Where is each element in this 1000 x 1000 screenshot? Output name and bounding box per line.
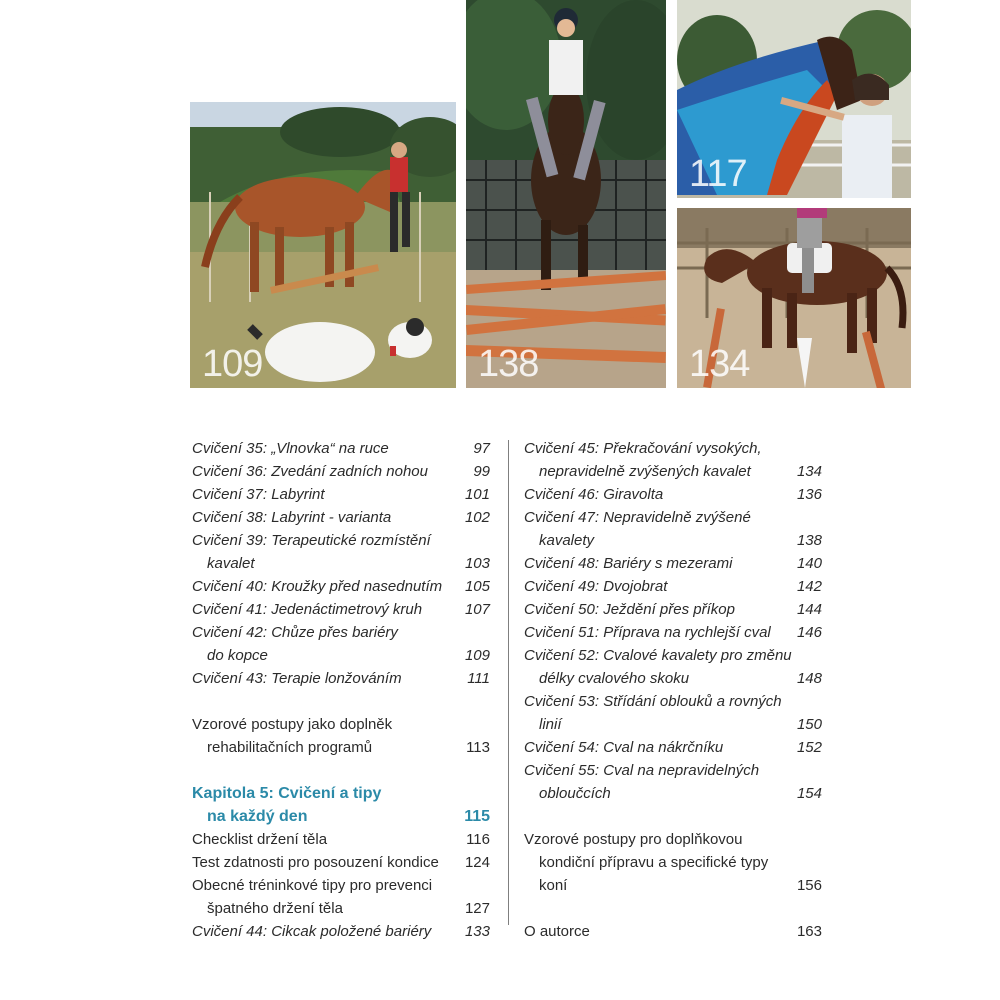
toc-entry-label: linií <box>539 716 562 733</box>
photo-rider-jump <box>466 0 666 388</box>
toc-entry[interactable] <box>524 736 822 759</box>
toc-entry-page: 133 <box>464 923 490 940</box>
toc-entry-label: kavalety <box>539 532 595 549</box>
toc-entry-label: Cvičení 44: Cikcak položené bariéry <box>192 923 432 940</box>
toc-entry-label: Cvičení 38: Labyrint - varianta <box>192 509 392 526</box>
toc-entry-label: kavalet <box>207 555 255 572</box>
toc-entry-page: 156 <box>796 877 822 894</box>
toc-entry-page: 163 <box>796 923 822 940</box>
toc-entry-label: Cvičení 53: Střídání oblouků a rovných <box>524 693 782 710</box>
toc-entry-page: 138 <box>796 532 822 549</box>
spacer <box>524 805 822 828</box>
toc-entry-page: 152 <box>796 739 822 756</box>
toc-entry[interactable] <box>524 552 822 575</box>
toc-entry-label: špatného držení těla <box>207 900 343 917</box>
toc-entry-page: 127 <box>464 900 490 917</box>
toc-entry-page: 105 <box>464 578 490 595</box>
toc-entry[interactable] <box>192 667 490 690</box>
toc-entry-label: délky cvalového skoku <box>539 670 690 687</box>
toc-entry[interactable] <box>192 920 490 943</box>
chapter-title: Kapitola 5: Cvičení a tipy <box>192 785 382 802</box>
toc-entry-page: 136 <box>796 486 822 503</box>
toc-entry-label: Cvičení 36: Zvedání zadních nohou <box>192 463 428 480</box>
spacer <box>192 690 490 713</box>
toc-entry-label: Cvičení 41: Jedenáctimetrový kruh <box>192 601 423 618</box>
toc-entry-page: 101 <box>464 486 490 503</box>
toc-entry-page: 97 <box>473 440 490 457</box>
toc-entry-label: Cvičení 37: Labyrint <box>192 486 325 503</box>
toc-entry[interactable] <box>192 506 490 529</box>
toc-entry-label: Cvičení 43: Terapie lonžováním <box>192 670 402 687</box>
toc-entry-page: 148 <box>796 670 822 687</box>
spacer <box>524 897 822 920</box>
photo-horse-dog-vineyard <box>190 102 456 388</box>
toc-entry-page: 107 <box>464 601 490 618</box>
toc-entry[interactable] <box>192 598 490 621</box>
toc-entry[interactable] <box>192 437 490 460</box>
photo-page-number: 117 <box>689 153 747 195</box>
toc-entry-continuation[interactable] <box>192 736 490 759</box>
toc-entry-page: 113 <box>466 739 490 756</box>
photo-rider-bay-horse <box>677 208 911 388</box>
toc-entry-page: 109 <box>464 647 490 664</box>
toc-entry-continuation[interactable] <box>524 667 822 690</box>
toc-section-entry[interactable] <box>192 713 490 736</box>
toc-entry-label: Cvičení 35: „Vlnovka“ na ruce <box>192 440 389 457</box>
toc-entry-label: Cvičení 51: Příprava na rychlejší cval <box>524 624 771 641</box>
chapter-page: 115 <box>464 808 490 825</box>
toc-entry-label: Vzorové postupy jako doplněk <box>192 716 393 733</box>
toc-entry-page: 116 <box>466 831 490 848</box>
toc-entry-page: 134 <box>796 463 822 480</box>
photo-horse-anatomy <box>677 0 911 198</box>
toc-entry-continuation[interactable] <box>524 851 822 874</box>
toc-entry-label: O autorce <box>524 923 590 940</box>
toc-entry[interactable] <box>192 529 490 552</box>
photo-page-number: 138 <box>478 343 539 385</box>
toc-entry[interactable] <box>192 575 490 598</box>
toc-entry-label: Cvičení 52: Cvalové kavalety pro změnu <box>524 647 792 664</box>
toc-entry-label: Cvičení 55: Cval na nepravidelných <box>524 762 760 779</box>
toc-entry-label: Cvičení 45: Překračování vysokých, <box>524 440 762 457</box>
toc-entry[interactable] <box>192 874 490 897</box>
toc-entry-page: 146 <box>796 624 822 641</box>
toc-entry-label: Cvičení 42: Chůze přes bariéry <box>192 624 398 641</box>
toc-entry-continuation[interactable] <box>524 874 822 897</box>
toc-entry-label: Cvičení 50: Ježdění přes příkop <box>524 601 735 618</box>
toc-entry-page: 103 <box>464 555 490 572</box>
toc-left-column <box>192 437 490 943</box>
toc-entry[interactable] <box>524 644 822 667</box>
toc-entry-label: koní <box>539 877 568 894</box>
toc-entry-page: 111 <box>467 670 490 687</box>
toc-right-column <box>524 437 822 943</box>
toc-entry-label: rehabilitačních programů <box>207 739 373 756</box>
toc-entry-label: obloučcích <box>539 785 611 802</box>
toc-entry-label: kondiční přípravu a specifické typy <box>539 854 769 871</box>
toc-entry[interactable] <box>524 437 822 460</box>
toc-entry-label: Cvičení 49: Dvojobrat <box>524 578 668 595</box>
toc-entry[interactable] <box>192 483 490 506</box>
toc-entry[interactable] <box>524 575 822 598</box>
toc-entry-label: Obecné tréninkové tipy pro prevenci <box>192 877 433 894</box>
toc-entry-page: 154 <box>796 785 822 802</box>
toc-entry[interactable] <box>192 460 490 483</box>
toc-entry-page: 144 <box>796 601 822 618</box>
toc-entry-page: 140 <box>796 555 822 572</box>
spacer <box>192 759 490 782</box>
toc-entry[interactable] <box>524 920 822 943</box>
toc-entry-continuation[interactable] <box>192 897 490 920</box>
toc-entry-continuation[interactable] <box>524 782 822 805</box>
toc-entry-continuation[interactable] <box>524 713 822 736</box>
chapter-heading[interactable] <box>192 782 490 805</box>
toc-entry[interactable] <box>524 483 822 506</box>
toc-entry-page: 99 <box>473 463 490 480</box>
toc-entry-page: 102 <box>464 509 490 526</box>
toc-entry-continuation[interactable] <box>524 529 822 552</box>
toc-entry-continuation[interactable] <box>192 552 490 575</box>
chapter-heading-continuation[interactable] <box>192 805 490 828</box>
chapter-title: na každý den <box>207 808 308 825</box>
toc-entry-label: nepravidelně zvýšených kavalet <box>539 463 751 480</box>
toc-entry[interactable] <box>192 851 490 874</box>
toc-entry[interactable] <box>524 598 822 621</box>
toc-entry-label: Cvičení 48: Bariéry s mezerami <box>524 555 733 572</box>
toc-entry[interactable] <box>192 828 490 851</box>
photo-page-number: 134 <box>689 343 750 385</box>
toc-entry-label: Cvičení 40: Kroužky před nasednutím <box>192 578 443 595</box>
toc-entry-label: Vzorové postupy pro doplňkovou <box>524 831 743 848</box>
toc-entry-label: do kopce <box>207 647 268 664</box>
toc-entry-continuation[interactable] <box>524 460 822 483</box>
toc-entry[interactable] <box>524 690 822 713</box>
column-divider <box>508 440 509 925</box>
toc-entry[interactable] <box>524 621 822 644</box>
toc-entry-page: 124 <box>464 854 490 871</box>
toc-entry-label: Cvičení 47: Nepravidelně zvýšené <box>524 509 751 526</box>
toc-entry-continuation[interactable] <box>192 644 490 667</box>
toc-entry-label: Test zdatnosti pro posouzení kondice <box>192 854 439 871</box>
toc-entry[interactable] <box>192 621 490 644</box>
toc-entry[interactable] <box>524 506 822 529</box>
photo-rider-jump-illustration <box>466 0 666 388</box>
toc-entry-page: 142 <box>796 578 822 595</box>
toc-entry-label: Cvičení 39: Terapeutické rozmístění <box>192 532 431 549</box>
toc-entry-label: Cvičení 54: Cval na nákrčníku <box>524 739 724 756</box>
toc-section-entry[interactable] <box>524 828 822 851</box>
photo-page-number: 109 <box>202 343 263 385</box>
toc-entry-page: 150 <box>796 716 822 733</box>
toc-entry-label: Cvičení 46: Giravolta <box>524 486 664 503</box>
toc-entry-label: Checklist držení těla <box>192 831 328 848</box>
toc-entry[interactable] <box>524 759 822 782</box>
